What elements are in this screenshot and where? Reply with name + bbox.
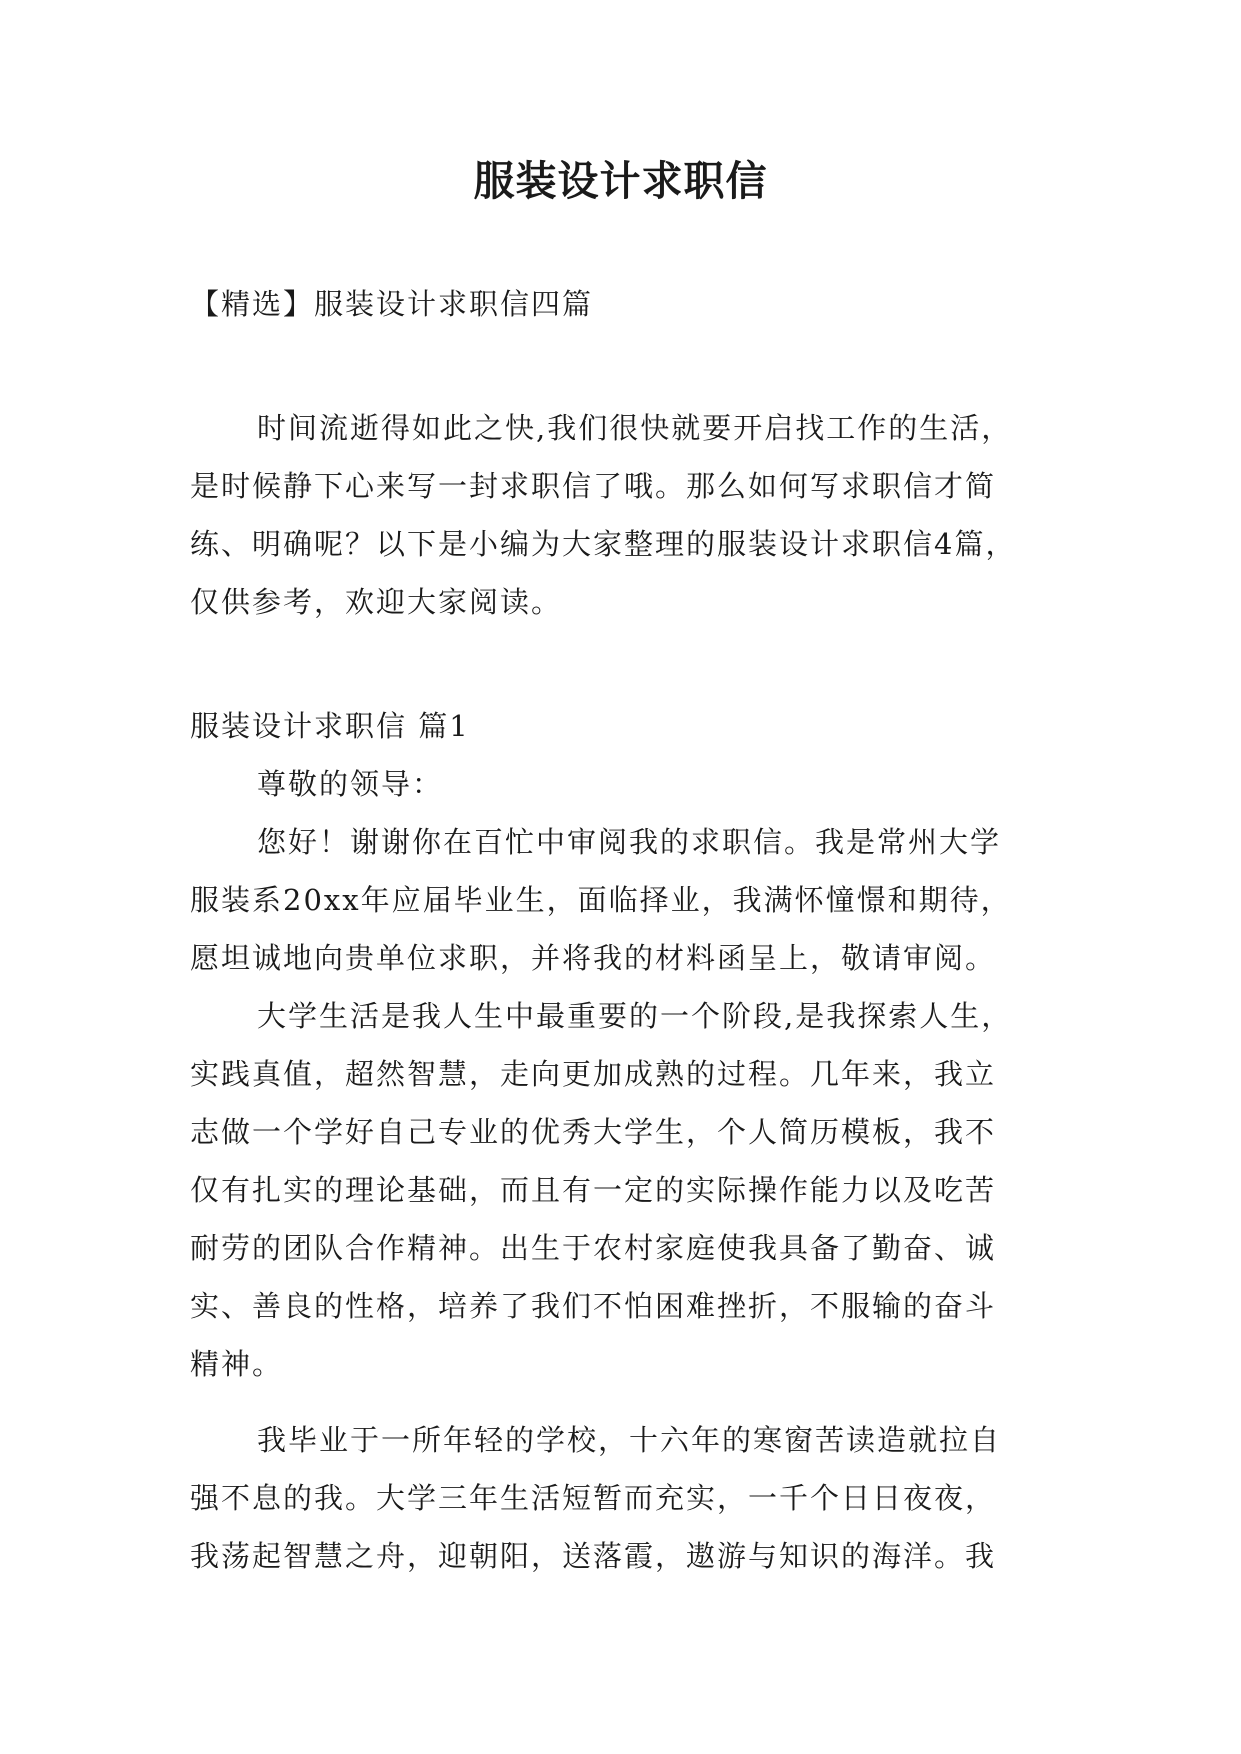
document-title: 服装设计求职信 (473, 157, 768, 205)
body-line: 志做一个学好自己专业的优秀大学生，个人简历模板，我不 (190, 1115, 997, 1149)
section-heading: 服装设计求职信 篇1 (190, 709, 470, 743)
body-line: 强不息的我。大学三年生活短暂而充实，一千个日日夜夜， (190, 1481, 997, 1515)
intro-line: 是时候静下心来写一封求职信了哦。那么如何写求职信才简 (190, 469, 997, 503)
body-line: 仅有扎实的理论基础，而且有一定的实际操作能力以及吃苦 (190, 1173, 997, 1207)
body-line: 实、善良的性格，培养了我们不怕困难挫折，不服输的奋斗 (190, 1289, 997, 1323)
body-line: 实践真值，超然智慧，走向更加成熟的过程。几年来，我立 (190, 1057, 997, 1091)
body-line: 我荡起智慧之舟，迎朝阳，送落霞，遨游与知识的海洋。我 (190, 1539, 997, 1573)
document-subtitle: 【精选】服装设计求职信四篇 (190, 287, 594, 321)
salutation: 尊敬的领导： (257, 767, 444, 801)
body-line: 耐劳的团队合作精神。出生于农村家庭使我具备了勤奋、诚 (190, 1231, 997, 1265)
body-line: 大学生活是我人生中最重要的一个阶段,是我探索人生， (257, 999, 1013, 1033)
intro-line: 仅供参考，欢迎大家阅读。 (190, 585, 563, 619)
body-line: 精神。 (190, 1347, 284, 1381)
body-line: 服装系20xx年应届毕业生，面临择业，我满怀憧憬和期待， (190, 883, 1012, 917)
intro-line: 时间流逝得如此之快,我们很快就要开启找工作的生活， (257, 411, 1013, 445)
body-line: 愿坦诚地向贵单位求职，并将我的材料函呈上，敬请审阅。 (190, 941, 997, 975)
body-line: 您好！谢谢你在百忙中审阅我的求职信。我是常州大学 (257, 825, 1002, 859)
intro-line: 练、明确呢？以下是小编为大家整理的服装设计求职信4篇， (190, 527, 1017, 561)
body-line: 我毕业于一所年轻的学校，十六年的寒窗苦读造就拉自 (257, 1423, 1002, 1457)
